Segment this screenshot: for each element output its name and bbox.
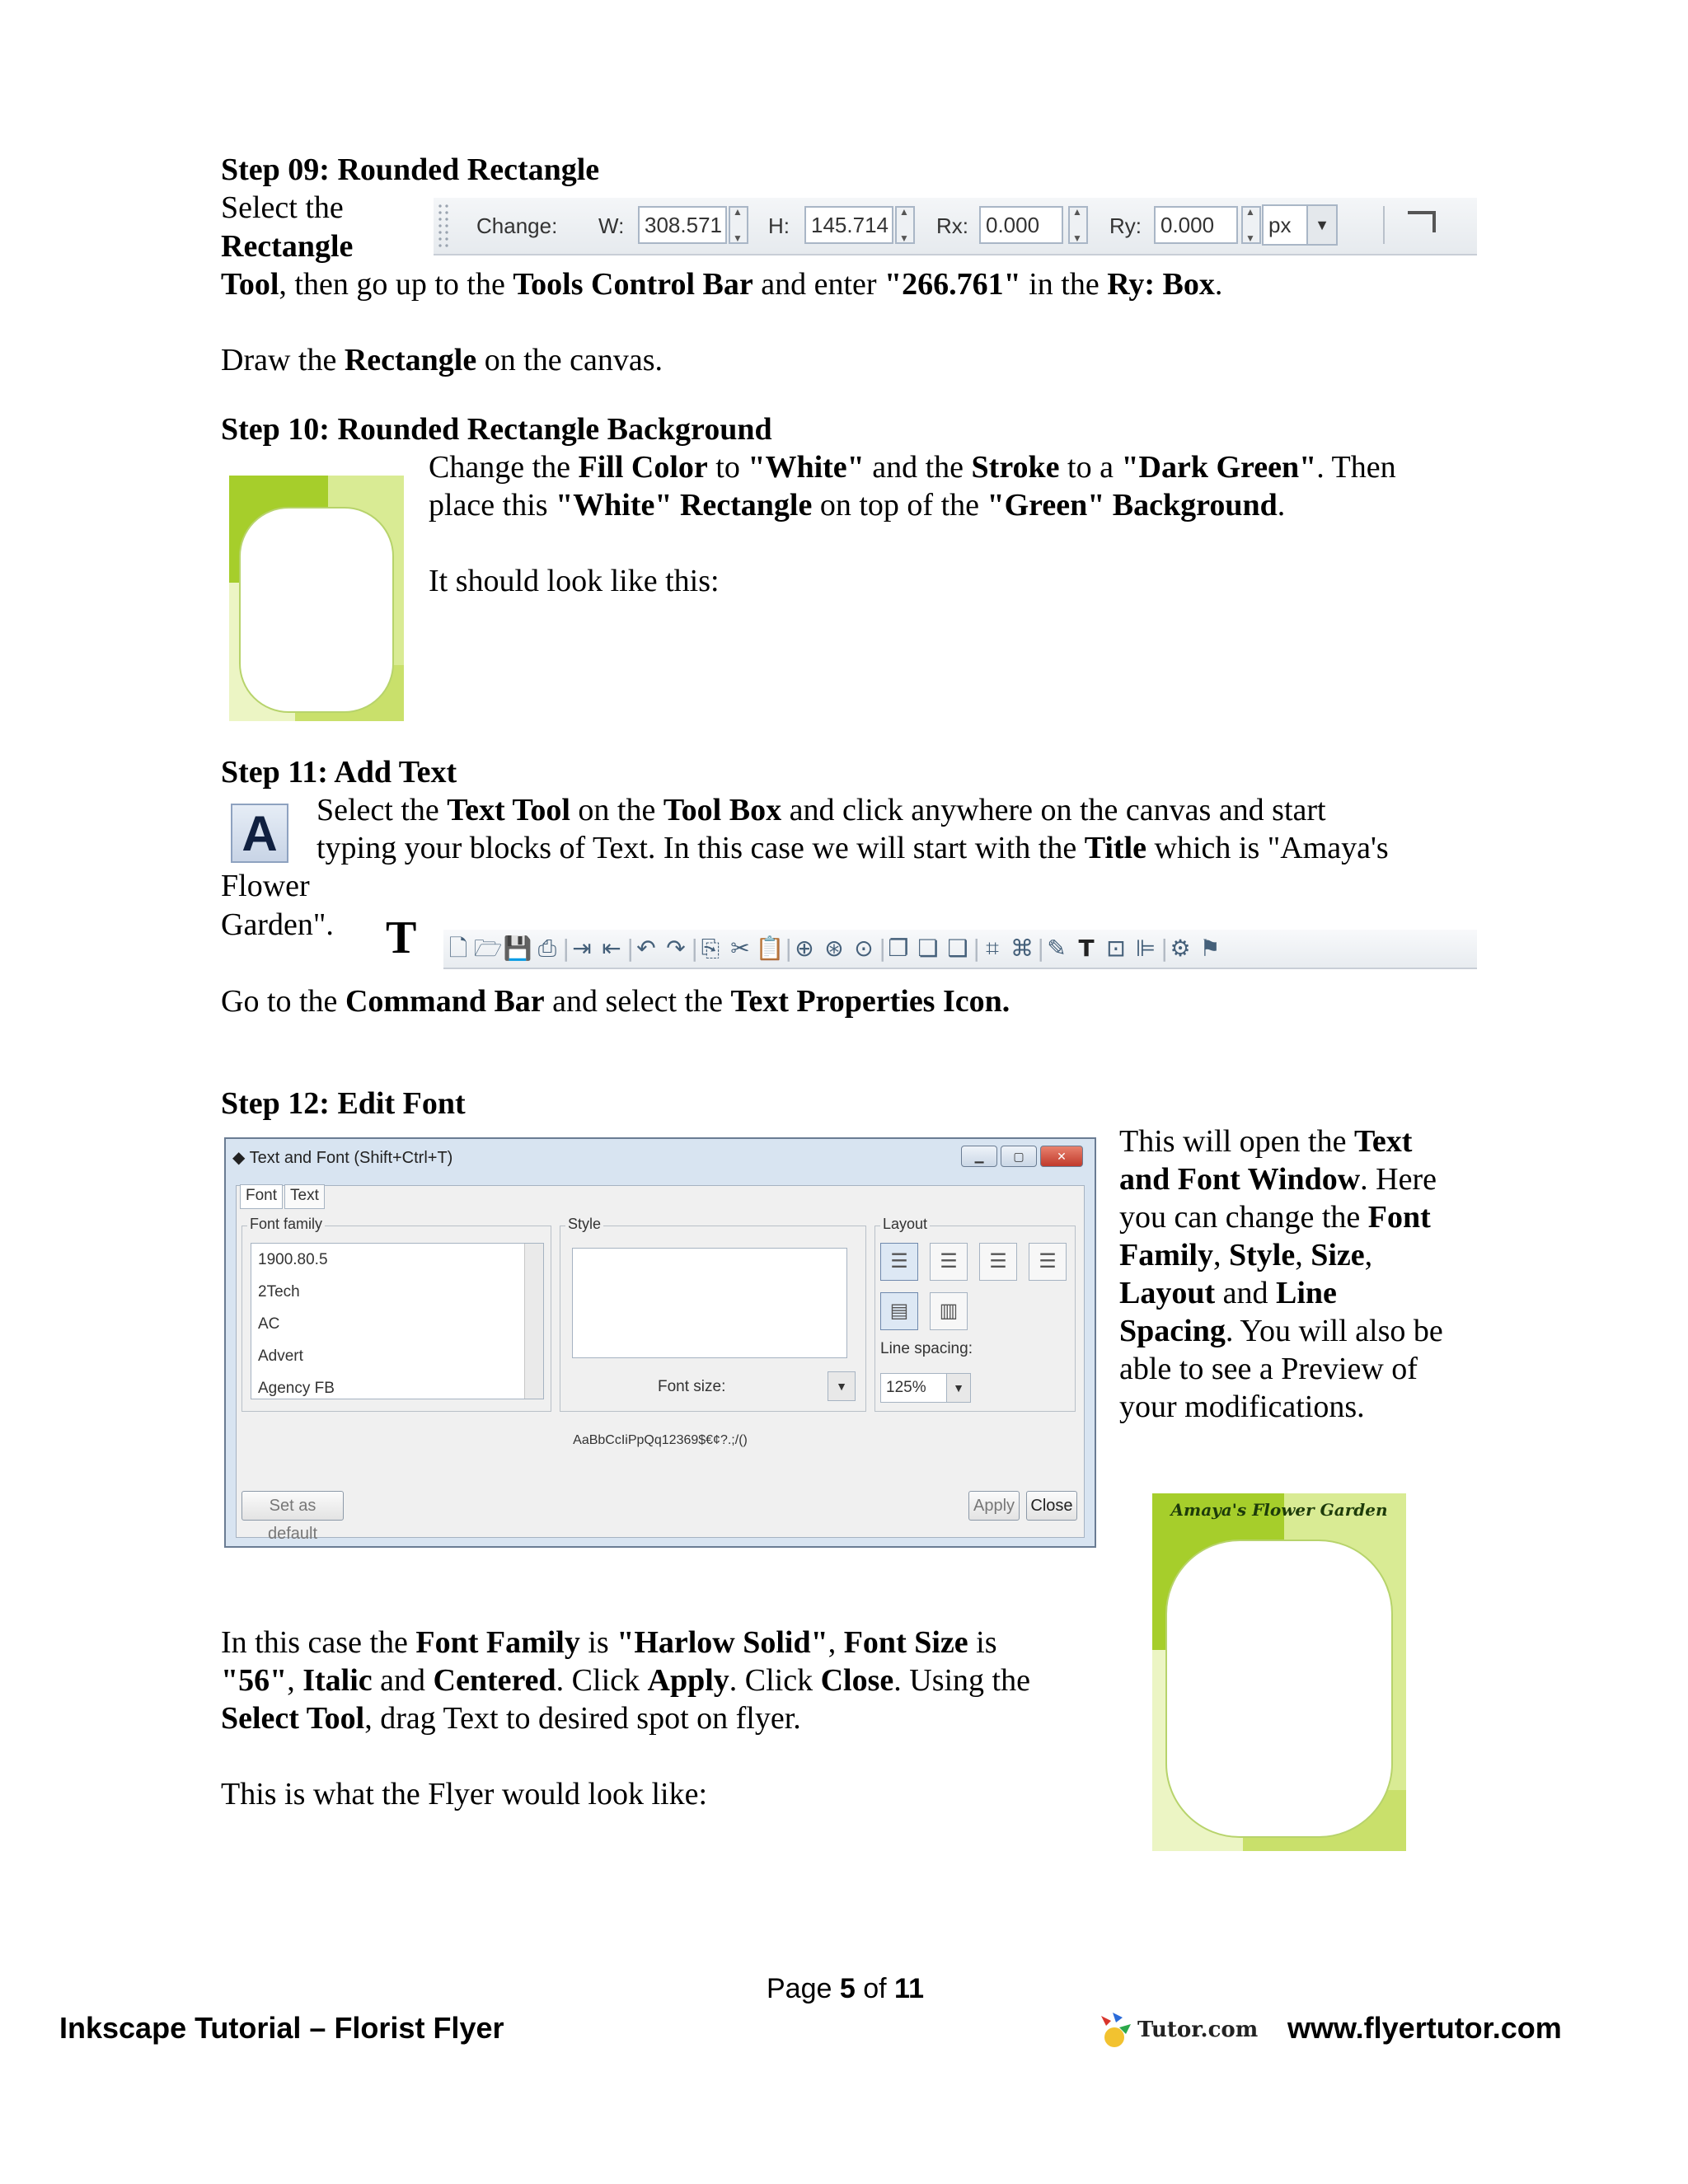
export-icon[interactable]: ⇤ xyxy=(602,935,621,962)
separator: | xyxy=(691,935,699,962)
step12-p1-line1 xyxy=(221,1624,997,1661)
chevron-down-icon[interactable]: ▼ xyxy=(1306,206,1336,244)
line-spacing-value: 125% xyxy=(886,1379,926,1396)
page-number xyxy=(767,1973,924,2005)
rx-spinner[interactable] xyxy=(1068,206,1088,244)
bold-run: and Font Window xyxy=(1119,1162,1361,1197)
white-bold: "White" xyxy=(748,450,865,485)
window-buttons xyxy=(961,1146,1083,1167)
fill-color-bold: Fill Color xyxy=(578,450,708,485)
step12-p2: This is what the Flyer would look like: xyxy=(221,1777,708,1811)
footer-title: Inkscape Tutorial – Florist Flyer xyxy=(59,2011,504,2045)
style-label: Style xyxy=(565,1216,603,1233)
step12-heading: Step 12: Edit Font xyxy=(221,1086,466,1121)
zoom-selection-icon[interactable]: ⊕ xyxy=(795,935,814,962)
step11-cmd xyxy=(221,982,1010,1020)
rectangle-bold: Rectangle xyxy=(344,343,477,377)
tab-text[interactable]: Text xyxy=(284,1184,325,1209)
value-bold: "266.761" xyxy=(884,267,1021,302)
text-run: on top of the xyxy=(812,488,987,523)
white-rounded-rectangle xyxy=(239,507,394,713)
change-label: Change: xyxy=(476,213,558,238)
side-line xyxy=(1119,1198,1443,1236)
text-run: on the xyxy=(570,793,663,827)
text-run: Select the xyxy=(316,793,448,827)
separator: | xyxy=(1160,935,1169,962)
justify-icon[interactable]: ☰ xyxy=(1029,1243,1067,1281)
bold-run: Close xyxy=(820,1663,894,1698)
text-run: . Click xyxy=(556,1663,648,1698)
text-run: , drag Text to desired spot on flyer. xyxy=(364,1701,801,1736)
dialog-title-text: Text and Font (Shift+Ctrl+T) xyxy=(249,1149,453,1167)
separator: | xyxy=(879,935,887,962)
text-run: . Then xyxy=(1316,450,1396,485)
rx-field[interactable]: 0.000 xyxy=(979,206,1063,244)
duplicate-icon[interactable]: ❐ xyxy=(888,935,909,962)
align-icon[interactable]: ⊫ xyxy=(1135,935,1156,962)
minimize-icon[interactable]: ▁ xyxy=(961,1146,997,1167)
step12-side-text xyxy=(1119,1122,1443,1426)
text-run: and click anywhere on the canvas and start xyxy=(781,793,1326,827)
tools-control-bar xyxy=(434,198,1477,255)
font-item[interactable]: 2Tech xyxy=(258,1283,300,1301)
close-button[interactable]: Close xyxy=(1026,1491,1077,1521)
step09-text-a: Select the xyxy=(221,190,344,225)
step11-line2 xyxy=(316,829,1389,867)
step12-p1-line3 xyxy=(221,1699,801,1737)
text-run: . You will also be xyxy=(1225,1314,1443,1348)
side-line xyxy=(1119,1274,1443,1312)
font-item[interactable]: 1900.80.5 xyxy=(258,1251,328,1268)
chevron-down-icon[interactable]: ▼ xyxy=(946,1374,970,1402)
ungroup-icon[interactable]: ⌘ xyxy=(1010,935,1034,962)
font-family-list[interactable] xyxy=(251,1243,544,1399)
undo-icon[interactable]: ↶ xyxy=(636,935,656,962)
step10-heading: Step 10: Rounded Rectangle Background xyxy=(221,412,772,447)
side-line xyxy=(1119,1122,1443,1160)
of-label: of xyxy=(855,1973,895,2004)
dialog-title: ◆ Text and Font (Shift+Ctrl+T) xyxy=(232,1149,453,1167)
flyertutor-logo xyxy=(1091,2008,1264,2054)
text-run: Change the xyxy=(429,450,579,485)
text-run: on the canvas. xyxy=(476,343,663,377)
bold-run: Font Family xyxy=(415,1625,580,1660)
side-line xyxy=(1119,1236,1443,1274)
title-bold: Title xyxy=(1084,831,1147,865)
bold-run: Italic xyxy=(302,1663,373,1698)
toolbar-grip[interactable] xyxy=(437,203,452,249)
line-spacing-dropdown[interactable] xyxy=(880,1373,971,1403)
bold-run: Centered xyxy=(433,1663,556,1698)
zoom-page-icon[interactable]: ⊙ xyxy=(854,935,874,962)
text-run: . xyxy=(1214,267,1223,302)
green-background-bold: "Green" Background xyxy=(987,488,1278,523)
new-doc-icon[interactable]: 🗋 xyxy=(448,935,468,962)
h-field[interactable]: 145.714 xyxy=(804,206,893,244)
step11-heading: Step 11: Add Text xyxy=(221,755,457,790)
preferences-icon[interactable]: ⚙ xyxy=(1170,935,1191,962)
stroke-bold: Stroke xyxy=(971,450,1060,485)
text-run: is xyxy=(968,1625,997,1660)
h-label: H: xyxy=(768,213,790,238)
text-run: , xyxy=(828,1625,844,1660)
text-properties-t-icon: T xyxy=(386,912,417,963)
ry-box-bold: Ry: Box xyxy=(1107,267,1215,302)
text-run: which is "Amaya's xyxy=(1146,831,1389,865)
step09-line3 xyxy=(221,265,1222,303)
text-run: is xyxy=(579,1625,617,1660)
group-icon[interactable]: ⌗ xyxy=(986,935,999,962)
style-list[interactable] xyxy=(572,1248,847,1358)
text-run: Draw the xyxy=(221,343,345,377)
text-run: to a xyxy=(1059,450,1122,485)
tools-control-bar-bold: Tools Control Bar xyxy=(513,267,753,302)
step09-rectangle: Rectangle xyxy=(221,229,354,264)
text-and-font-dialog xyxy=(224,1137,1096,1548)
ry-field[interactable]: 0.000 xyxy=(1154,206,1238,244)
text-tool-icon: A xyxy=(231,804,288,863)
tab-font[interactable]: Font xyxy=(240,1184,283,1209)
logo-mark-icon xyxy=(1095,2009,1134,2050)
xml-editor-icon[interactable]: ⊡ xyxy=(1106,935,1126,962)
text-run: , xyxy=(1295,1238,1311,1272)
bold-run: Family xyxy=(1119,1238,1213,1272)
horizontal-text-icon[interactable]: ▤ xyxy=(880,1292,918,1330)
command-bar-bold: Command Bar xyxy=(345,984,545,1019)
bold-run: Text xyxy=(1353,1124,1413,1159)
white-rectangle-bold: "White" Rectangle xyxy=(556,488,813,523)
text-run: , xyxy=(1212,1238,1229,1272)
side-line: able to see a Preview of xyxy=(1119,1352,1418,1386)
ry-spinner[interactable] xyxy=(1241,206,1261,244)
footer-url[interactable]: www.flyertutor.com xyxy=(1287,2011,1562,2045)
align-left-icon[interactable]: ☰ xyxy=(880,1243,918,1281)
w-spinner[interactable] xyxy=(729,206,748,244)
side-line xyxy=(1119,1160,1443,1198)
clone-icon[interactable]: ❏ xyxy=(917,935,939,962)
dark-green-bold: "Dark Green" xyxy=(1121,450,1317,485)
bold-run: Layout xyxy=(1119,1276,1216,1310)
import-icon[interactable]: ⇥ xyxy=(572,935,592,962)
text-run: , then go up to the xyxy=(279,267,513,302)
zoom-drawing-icon[interactable]: ⊛ xyxy=(824,935,844,962)
command-bar xyxy=(443,930,1477,969)
separator: | xyxy=(562,935,570,962)
text-run: you can change the xyxy=(1119,1200,1368,1235)
separator: | xyxy=(626,935,635,962)
font-item[interactable]: Advert xyxy=(258,1347,303,1365)
cut-icon[interactable]: ✂ xyxy=(730,935,750,962)
separator: | xyxy=(785,935,793,962)
corner-rounding-icon[interactable] xyxy=(1408,211,1436,232)
text-tool-bold: Text Tool xyxy=(447,793,570,827)
bold-run: "Harlow Solid" xyxy=(617,1625,828,1660)
white-rounded-rectangle xyxy=(1165,1540,1393,1838)
text-run: to xyxy=(707,450,748,485)
bold-run: Line xyxy=(1276,1276,1337,1310)
font-preview: AaBbCcIiPpQq12369$€¢?.;/() xyxy=(573,1433,748,1447)
tool-box-bold: Tool Box xyxy=(663,793,782,827)
separator: | xyxy=(973,935,981,962)
text-run: typing your blocks of Text. In this case we will start with the xyxy=(316,831,1085,865)
bold-run: Select Tool xyxy=(221,1701,365,1736)
print-icon[interactable]: ⎙ xyxy=(537,935,557,962)
align-center-icon[interactable]: ☰ xyxy=(930,1243,968,1281)
text-run: . Here xyxy=(1360,1162,1437,1197)
font-item[interactable]: AC xyxy=(258,1315,280,1333)
text-run: In this case the xyxy=(221,1625,416,1660)
paste-icon[interactable]: 📋 xyxy=(755,935,785,962)
text-run: in the xyxy=(1020,267,1108,302)
font-list-scrollbar[interactable] xyxy=(524,1244,543,1399)
line-spacing-label: Line spacing: xyxy=(880,1340,973,1357)
document-properties-icon[interactable]: ⚑ xyxy=(1199,935,1221,962)
layout-label: Layout xyxy=(880,1216,930,1233)
page-label: Page xyxy=(767,1973,840,2004)
copy-icon[interactable]: ⎘ xyxy=(701,935,720,962)
align-right-icon[interactable]: ☰ xyxy=(979,1243,1017,1281)
text-run: and xyxy=(1215,1276,1277,1310)
step11-line4: Garden". xyxy=(221,907,334,942)
bold-run: Font Size xyxy=(843,1625,968,1660)
text-run: . xyxy=(1277,488,1286,523)
flyer-preview xyxy=(1152,1493,1406,1851)
side-line xyxy=(1119,1312,1443,1350)
step09-heading: Step 09: Rounded Rectangle xyxy=(221,152,600,187)
text-run: and the xyxy=(864,450,972,485)
fill-stroke-icon[interactable]: ✎ xyxy=(1047,935,1067,962)
step11-line1 xyxy=(316,791,1326,829)
text-run: This will open the xyxy=(1119,1124,1354,1159)
text-properties-icon[interactable]: T xyxy=(1078,935,1095,962)
unit-value: px xyxy=(1268,213,1292,237)
open-icon[interactable]: 🗁 xyxy=(473,935,503,962)
ry-label: Ry: xyxy=(1109,213,1142,238)
step09-text-b-line xyxy=(221,227,353,265)
text-run: , xyxy=(1364,1238,1373,1272)
layout-group xyxy=(874,1216,1076,1412)
unit-select[interactable] xyxy=(1262,204,1338,246)
separator: | xyxy=(1037,935,1045,962)
page-total: 11 xyxy=(894,1973,924,2004)
chevron-down-icon[interactable]: ▼ xyxy=(828,1372,855,1400)
text-run: and xyxy=(372,1663,434,1698)
step10-look: It should look like this: xyxy=(429,564,720,598)
unlink-clone-icon[interactable]: ❑ xyxy=(947,935,968,962)
side-line: your modifications. xyxy=(1119,1390,1365,1424)
bold-run: Font xyxy=(1367,1200,1431,1235)
redo-icon[interactable]: ↷ xyxy=(666,935,686,962)
font-item[interactable]: Agency FB xyxy=(258,1380,335,1397)
step10-line2 xyxy=(429,486,1285,524)
font-family-group xyxy=(241,1216,551,1412)
maximize-icon[interactable]: ▢ xyxy=(1001,1146,1037,1167)
close-icon[interactable]: ✕ xyxy=(1040,1146,1083,1167)
step09-draw xyxy=(221,341,663,379)
rounded-rectangle-illustration xyxy=(229,476,404,721)
flyer-title: Amaya's Flower Garden xyxy=(1170,1500,1388,1520)
rx-label: Rx: xyxy=(936,213,968,238)
w-label: W: xyxy=(598,213,625,238)
bold-run: Size xyxy=(1311,1238,1365,1272)
text-run: . Using the xyxy=(893,1663,1030,1698)
set-as-default-button[interactable]: Set as default xyxy=(241,1491,344,1521)
dialog-body xyxy=(236,1185,1085,1543)
font-family-label: Font family xyxy=(247,1216,325,1233)
step12-p1-line2 xyxy=(221,1661,1030,1699)
w-field[interactable]: 308.571 xyxy=(638,206,727,244)
bold-run: Spacing xyxy=(1119,1314,1226,1348)
page-current: 5 xyxy=(839,1973,856,2004)
text-run: , xyxy=(287,1663,303,1698)
text-run: and enter xyxy=(753,267,885,302)
bold-run: "56" xyxy=(221,1663,288,1698)
text-run: place this xyxy=(429,488,556,523)
toolbar-separator xyxy=(1383,206,1385,244)
vertical-text-icon[interactable]: ▥ xyxy=(930,1292,968,1330)
h-spinner[interactable] xyxy=(895,206,915,244)
style-group xyxy=(560,1216,866,1412)
apply-button[interactable]: Apply xyxy=(968,1491,1020,1521)
save-icon[interactable]: 💾 xyxy=(503,935,532,962)
tool-bold: Tool xyxy=(221,267,279,302)
text-properties-bold: Text Properties Icon. xyxy=(730,984,1010,1019)
bold-run: Style xyxy=(1228,1238,1296,1272)
bold-run: Apply xyxy=(647,1663,729,1698)
text-run: . Click xyxy=(729,1663,821,1698)
font-size-label: Font size: xyxy=(658,1378,726,1395)
step10-line1 xyxy=(429,448,1396,486)
step11-line3: Flower xyxy=(221,869,310,903)
text-run: and select the xyxy=(544,984,731,1019)
text-run: Go to the xyxy=(221,984,345,1019)
logo-text: Tutor.com xyxy=(1137,2018,1259,2042)
font-size-dropdown[interactable] xyxy=(828,1371,856,1401)
